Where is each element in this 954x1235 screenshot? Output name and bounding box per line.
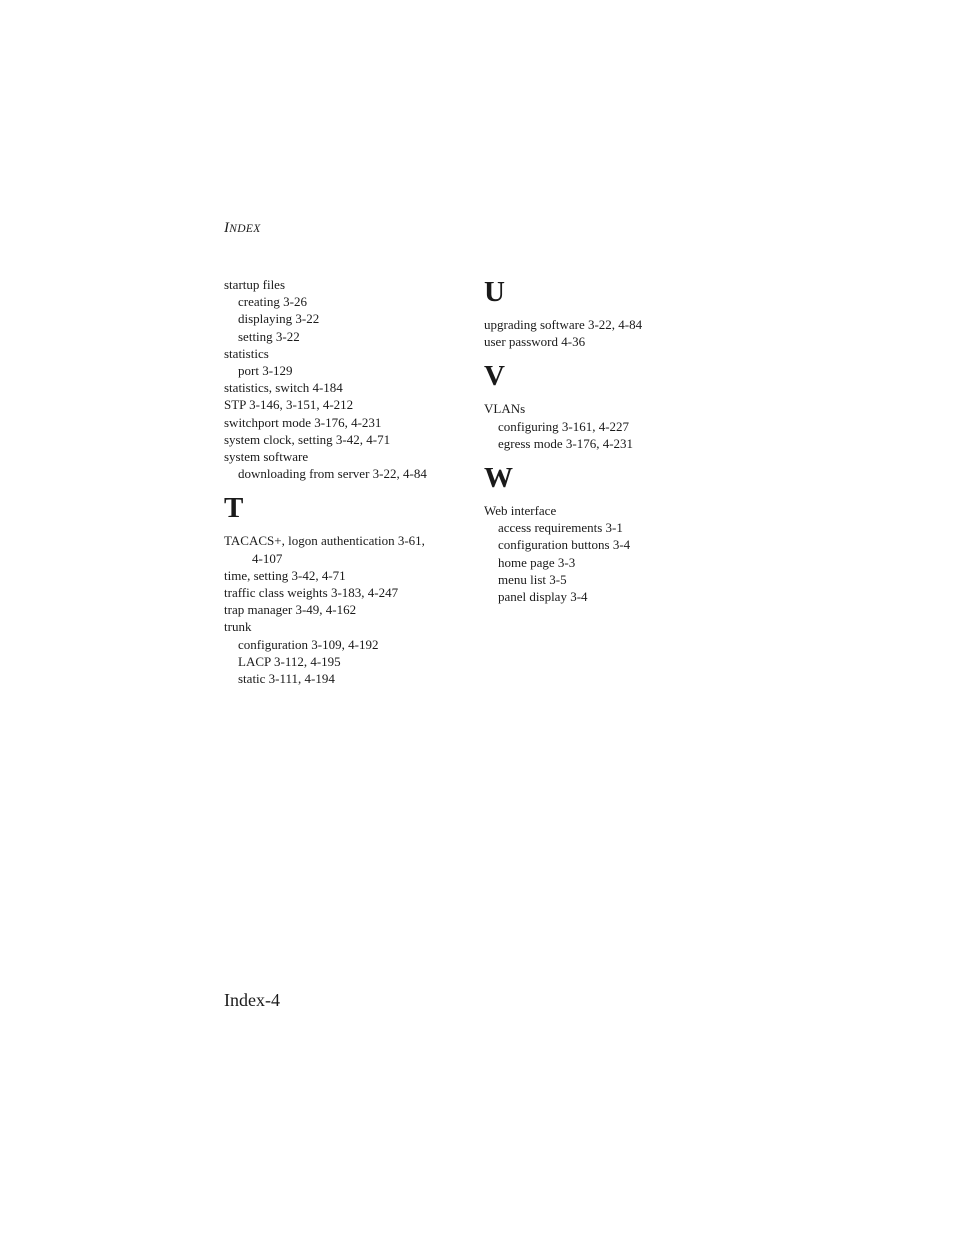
index-subentry: port 3-129 (238, 363, 293, 379)
running-head (224, 220, 261, 237)
index-subentry: home page 3-3 (498, 554, 576, 570)
index-entry: startup files (224, 277, 286, 292)
entry-list-t (224, 532, 464, 687)
index-entry: switchport mode 3-176, 4-231 (224, 414, 382, 430)
index-entry: statistics, switch 4-184 (224, 380, 343, 396)
index-subentry: configuring 3-161, 4-227 (498, 418, 630, 434)
index-subentry: static 3-111, 4-194 (238, 671, 335, 687)
index-entry: VLANs (484, 401, 526, 417)
running-head-initial: I (224, 220, 230, 236)
section-letter-t: T (224, 492, 244, 525)
page-number: Index-4 (224, 990, 280, 1010)
section-letter-v: V (484, 360, 505, 393)
index-entry: time, setting 3-42, 4-71 (224, 567, 346, 583)
index-subentry: downloading from server 3-22, 4-84 (238, 466, 427, 482)
index-entry: trap manager 3-49, 4-162 (224, 602, 357, 618)
entry-list-v (484, 400, 724, 452)
index-entry: system software (224, 449, 309, 465)
index-entry: STP 3-146, 3-151, 4-212 (224, 397, 354, 413)
index-entry: system clock, setting 3-42, 4-71 (224, 431, 391, 447)
entry-list-w (484, 502, 724, 605)
index-subentry: configuration 3-109, 4-192 (238, 636, 379, 652)
index-entry: traffic class weights 3-183, 4-247 (224, 585, 399, 601)
index-subentry: access requirements 3-1 (498, 520, 623, 536)
entry-list-u (484, 316, 724, 350)
index-subentry: creating 3-26 (238, 294, 307, 310)
index-subentry: egress mode 3-176, 4-231 (498, 435, 634, 451)
index-subentry: panel display 3-4 (498, 589, 588, 605)
index-subentry: setting 3-22 (238, 328, 300, 344)
running-head-rest: NDEX (229, 223, 261, 235)
section-letter-w: W (484, 462, 513, 495)
entry-list-s (224, 276, 464, 482)
index-entry: trunk (224, 619, 252, 635)
index-entry: upgrading software 3-22, 4-84 (484, 317, 643, 332)
index-subentry: displaying 3-22 (238, 311, 320, 327)
index-entry: TACACS+, logon authentication 3-61, (224, 533, 425, 549)
index-subentry: configuration buttons 3-4 (498, 537, 631, 553)
index-subentry: LACP 3-112, 4-195 (238, 653, 341, 669)
index-subentry: menu list 3-5 (498, 571, 567, 587)
index-entry: user password 4-36 (484, 334, 586, 350)
index-entry: statistics (224, 345, 269, 361)
index-entry-continuation: 4-107 (252, 550, 283, 566)
index-column-right (484, 276, 724, 605)
index-column-left (224, 276, 464, 687)
index-entry: Web interface (484, 503, 557, 519)
section-letter-u: U (484, 276, 505, 308)
